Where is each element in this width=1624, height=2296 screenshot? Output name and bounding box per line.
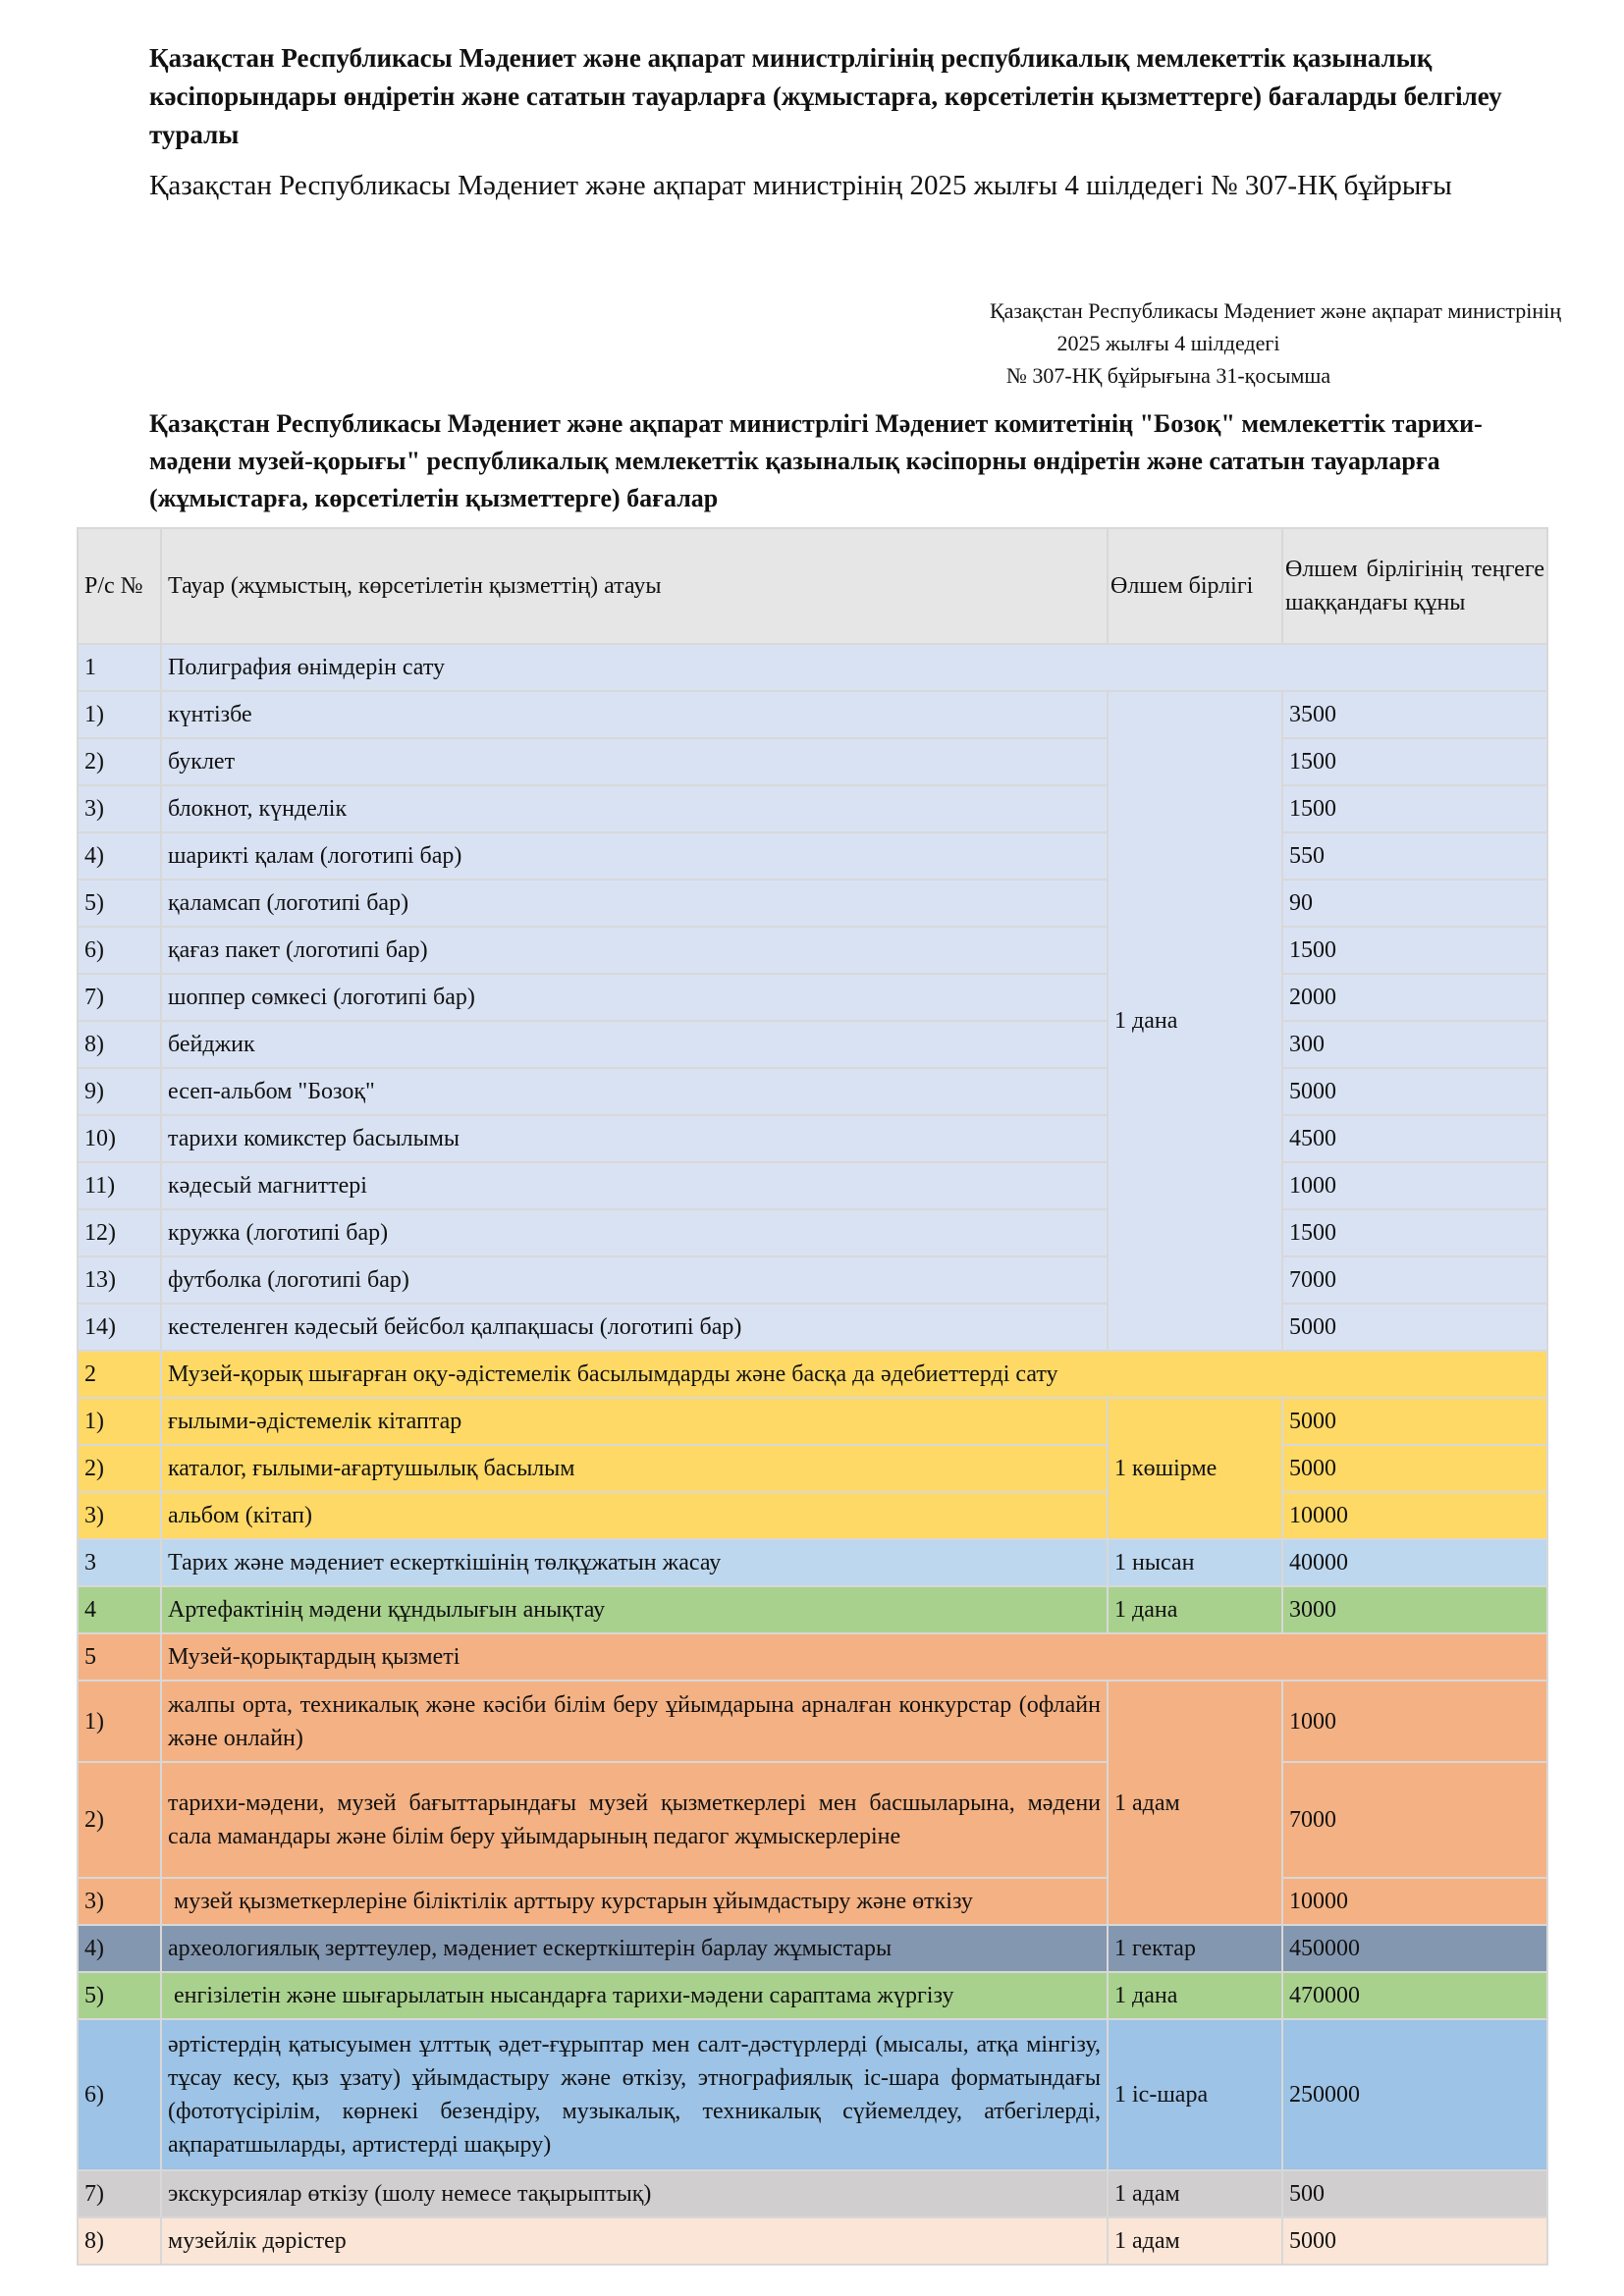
row-num: 10) [78, 1115, 161, 1162]
row-name: шарикті қалам (логотипі бар) [161, 832, 1108, 880]
table-row [78, 1256, 1547, 1304]
row-name: қаламсап (логотипі бар) [161, 880, 1108, 927]
row-price: 450000 [1282, 1925, 1547, 1972]
row-unit: 1 гектар [1108, 1925, 1282, 1972]
table-row [78, 1681, 1547, 1762]
row-price: 1500 [1282, 1209, 1547, 1256]
row-num: 1) [78, 691, 161, 738]
row-price: 1500 [1282, 785, 1547, 832]
row-name: күнтізбе [161, 691, 1108, 738]
row-price: 5000 [1282, 1445, 1547, 1492]
row-price: 5000 [1282, 2217, 1547, 2265]
row-price: 250000 [1282, 2019, 1547, 2170]
row-num: 2) [78, 738, 161, 785]
section-num: 4 [78, 1586, 161, 1633]
table-row [78, 1492, 1547, 1539]
section-name: Музей-қорықтардың қызметі [161, 1633, 1547, 1681]
section-name: Тарих және мәдениет ескерткішінің төлқұжатын жасау [161, 1539, 1108, 1586]
row-name: тарихи-мәдени, музей бағыттарындағы музей қызметкерлері мен басшыларына, мәдени сала мамандары және білім беру ұйымдарының педагог жұмыскерлеріне [161, 1762, 1108, 1878]
annex-line: № 307-НҚ бұйрығына 31-қосымша [1005, 363, 1331, 388]
row-name: енгізілетін және шығарылатын нысандарға тарихи-мәдени сараптама жүргізу [161, 1972, 1108, 2019]
row-name: шоппер сөмкесі (логотипі бар) [161, 974, 1108, 1021]
row-price: 4500 [1282, 1115, 1547, 1162]
row-price: 7000 [1282, 1256, 1547, 1304]
section-num: 2 [78, 1351, 161, 1398]
row-name: жалпы орта, техникалық және кәсіби білім беру ұйымдарына арналған конкурстар (офлайн және онлайн) [161, 1681, 1108, 1762]
row-price: 3000 [1282, 1586, 1547, 1633]
section-row [78, 1633, 1547, 1681]
row-price: 5000 [1282, 1398, 1547, 1445]
row-name: әртістердің қатысуымен ұлттық әдет-ғұрыптар мен салт-дәстүрлерді (мысалы, атқа мінгізу, тұсау кесу, қыз ұзату) ұйымдастыру және өткізу, этнографиялық іс-шара форматындағы (фототүсірілім, көрнекі безендіру, музыкалық, техникалық сүйемелдеу, атбегілерді, ақпаратшыларды, артистерді шақыру) [161, 2019, 1108, 2170]
row-name: қағаз пакет (логотипі бар) [161, 927, 1108, 974]
row-price: 1000 [1282, 1162, 1547, 1209]
document-title: Қазақстан Республикасы Мәдениет және ақпарат министрлігінің республикалық мемлекеттік қазыналық кәсіпорындары өндіретін және сататын тауарларға (жұмыстарға, көрсетілетін қызметтерге) бағаларды белгілеу туралы [149, 43, 1502, 149]
row-name: бейджик [161, 1021, 1108, 1068]
header-unit: Өлшем бірлігі [1108, 528, 1282, 644]
row-name: футболка (логотипі бар) [161, 1256, 1108, 1304]
section-name: Музей-қорық шығарған оқу-әдістемелік басылымдарды және басқа да әдебиеттерді сату [161, 1351, 1547, 1398]
table-row [78, 2170, 1547, 2217]
row-num: 3) [78, 1492, 161, 1539]
table-row [78, 1878, 1547, 1925]
section-name: Артефактінің мәдени құндылығын анықтау [161, 1586, 1108, 1633]
row-num: 5) [78, 1972, 161, 2019]
table-row [78, 1304, 1547, 1351]
row-price: 1000 [1282, 1681, 1547, 1762]
row-num: 6) [78, 927, 161, 974]
row-num: 1) [78, 1681, 161, 1762]
row-price: 1500 [1282, 927, 1547, 974]
table-row [78, 691, 1547, 738]
table-row [78, 1021, 1547, 1068]
row-num: 4) [78, 832, 161, 880]
table-row [78, 1162, 1547, 1209]
row-num: 8) [78, 2217, 161, 2265]
header-name: Тауар (жұмыстың, көрсетілетін қызметтің) атауы [161, 528, 1108, 644]
table-row [78, 1398, 1547, 1445]
row-num: 8) [78, 1021, 161, 1068]
table-row [78, 2217, 1547, 2265]
row-name: ғылыми-әдістемелік кітаптар [161, 1398, 1108, 1445]
table-row [78, 832, 1547, 880]
row-name: кружка (логотипі бар) [161, 1209, 1108, 1256]
row-num: 11) [78, 1162, 161, 1209]
row-unit: 1 дана [1108, 1972, 1282, 2019]
table-row [78, 1762, 1547, 1878]
row-unit: 1 көшірме [1108, 1398, 1282, 1539]
row-unit: 1 дана [1108, 691, 1282, 1351]
row-num: 1) [78, 1398, 161, 1445]
row-num: 7) [78, 2170, 161, 2217]
annex-reference [746, 294, 1591, 392]
row-name: кестеленген кәдесый бейсбол қалпақшасы (логотипі бар) [161, 1304, 1108, 1351]
section-num: 1 [78, 644, 161, 691]
row-price: 1500 [1282, 738, 1547, 785]
row-name: археологиялық зерттеулер, мәдениет ескерткіштерін барлау жұмыстары [161, 1925, 1108, 1972]
row-name: музей қызметкерлеріне біліктілік арттыру курстарын ұйымдастыру және өткізу [161, 1878, 1108, 1925]
table-row [78, 785, 1547, 832]
row-price: 10000 [1282, 1878, 1547, 1925]
row-num: 3) [78, 785, 161, 832]
row-unit: 1 іс-шара [1108, 2019, 1282, 2170]
row-name: есеп-альбом "Бозоқ" [161, 1068, 1108, 1115]
row-name: кәдесый магниттері [161, 1162, 1108, 1209]
table-row [78, 880, 1547, 927]
row-name: экскурсиялар өткізу (шолу немесе тақырыптық) [161, 2170, 1108, 2217]
row-num: 3) [78, 1878, 161, 1925]
row-price: 300 [1282, 1021, 1547, 1068]
section-row [78, 1351, 1547, 1398]
row-num: 4) [78, 1925, 161, 1972]
table-title: Қазақстан Республикасы Мәдениет және ақпарат министрлігі Мәдениет комитетінің "Бозоқ" мемлекеттік тарихи-мәдени музей-қорығы" республикалық мемлекеттік қазыналық кәсіпорны өндіретін және сататын тауарларға (жұмыстарға, көрсетілетін қызметтерге) бағалар [149, 409, 1483, 512]
table-row [78, 1445, 1547, 1492]
annex-line: Қазақстан Республикасы Мәдениет және ақпарат министрінің [989, 298, 1561, 323]
row-unit: 1 адам [1108, 2170, 1282, 2217]
row-unit: 1 нысан [1108, 1539, 1282, 1586]
row-unit: 1 дана [1108, 1586, 1282, 1633]
document-subtitle: Қазақстан Республикасы Мәдениет және ақпарат министрінің 2025 жылғы 4 шілдедегі № 307-НҚ бұйрығы [149, 170, 1452, 201]
section-num: 5 [78, 1633, 161, 1681]
row-num: 12) [78, 1209, 161, 1256]
row-name: каталог, ғылыми-ағартушылық басылым [161, 1445, 1108, 1492]
row-name: блокнот, күнделік [161, 785, 1108, 832]
table-row [78, 974, 1547, 1021]
row-num: 2) [78, 1445, 161, 1492]
row-num: 7) [78, 974, 161, 1021]
header-num: Р/с № [78, 528, 161, 644]
table-row [78, 1925, 1547, 1972]
row-unit: 1 адам [1108, 1681, 1282, 1925]
row-price: 90 [1282, 880, 1547, 927]
section-row [78, 1539, 1547, 1586]
row-price: 500 [1282, 2170, 1547, 2217]
section-row [78, 1586, 1547, 1633]
row-name: музейлік дәрістер [161, 2217, 1108, 2265]
row-name: буклет [161, 738, 1108, 785]
row-price: 3500 [1282, 691, 1547, 738]
row-price: 5000 [1282, 1068, 1547, 1115]
table-row [78, 1115, 1547, 1162]
row-price: 550 [1282, 832, 1547, 880]
price-table [77, 527, 1548, 2266]
table-row [78, 2019, 1547, 2170]
row-price: 5000 [1282, 1304, 1547, 1351]
table-row [78, 1972, 1547, 2019]
row-num: 2) [78, 1762, 161, 1878]
row-num: 5) [78, 880, 161, 927]
row-name: тарихи комикстер басылымы [161, 1115, 1108, 1162]
table-row [78, 1068, 1547, 1115]
table-row [78, 927, 1547, 974]
row-num: 14) [78, 1304, 161, 1351]
row-name: альбом (кітап) [161, 1492, 1108, 1539]
section-name: Полиграфия өнімдерін сату [161, 644, 1547, 691]
row-price: 40000 [1282, 1539, 1547, 1586]
row-num: 9) [78, 1068, 161, 1115]
table-row [78, 1209, 1547, 1256]
section-num: 3 [78, 1539, 161, 1586]
section-row [78, 644, 1547, 691]
row-unit: 1 адам [1108, 2217, 1282, 2265]
annex-line: 2025 жылғы 4 шілдедегі [1056, 331, 1280, 355]
row-price: 7000 [1282, 1762, 1547, 1878]
row-num: 13) [78, 1256, 161, 1304]
row-price: 2000 [1282, 974, 1547, 1021]
row-num: 6) [78, 2019, 161, 2170]
row-price: 10000 [1282, 1492, 1547, 1539]
header-price: Өлшем бірлігінің теңгеге шаққандағы құны [1282, 528, 1547, 644]
row-price: 470000 [1282, 1972, 1547, 2019]
table-row [78, 738, 1547, 785]
table-header-row [78, 528, 1547, 644]
